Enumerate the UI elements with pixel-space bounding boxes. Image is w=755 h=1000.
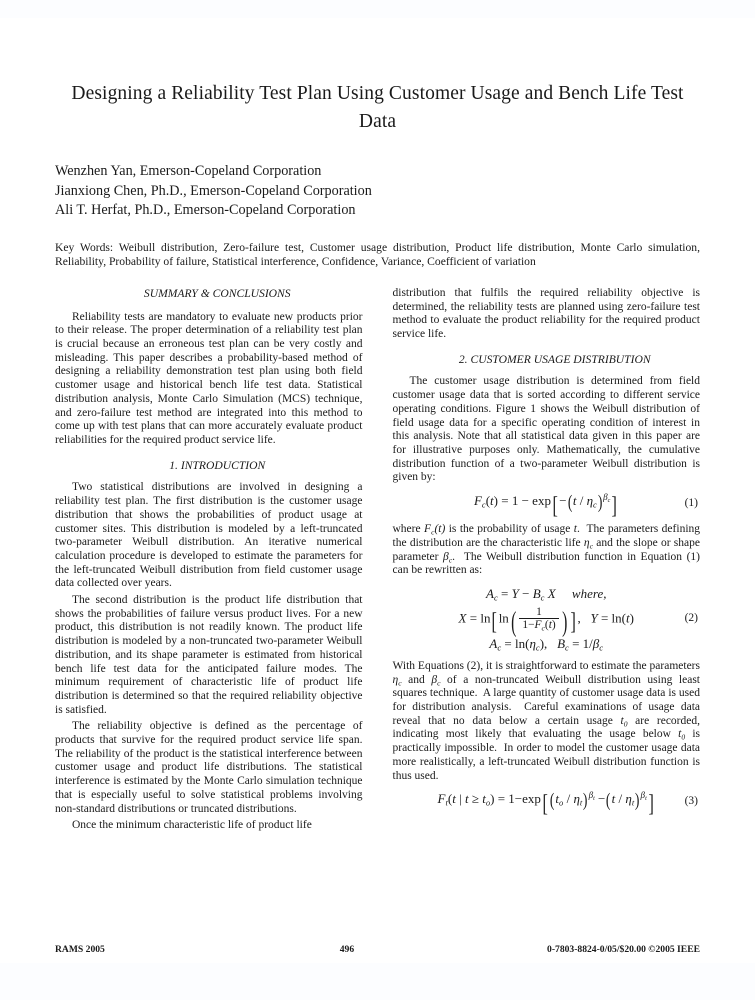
summary-paragraph: Reliability tests are mandatory to evaluate new products prior to their release. The proper determination of a reliability test plan is crucial because an erroneous test plan can be very costly and misleading. This paper describes a probability-based method of designing a reliability demonstration test plan using both field customer usage and historical bench life test data. Statistical distribution analysis, Monte Carlo Simulation (MCS) technique, and zero-failure test method are integrated into this method to come up with test plans that can more accurately evaluate product reliabilities for the required product service life. [55, 310, 363, 446]
equation-2 [393, 587, 701, 651]
equation-3 [393, 789, 701, 817]
equation-1-body: $F_c(t) = 1 - \exp[-(t / \eta_c)^{\beta_c}]$ [473, 491, 618, 519]
footer-copyright: 0-7803-8824-0/05/$20.00 ©2005 IEEE [547, 944, 700, 955]
intro-paragraph-1: Two statistical distributions are involved in designing a reliability test plan. The first distribution is the customer usage distribution that shows the probabilities of product usage at customer sites. This distribution is modeled by a left-truncated two-parameter Weibull distribution. An iterative numerical calculation procedure is developed to estimate the parameters for the left-truncated Weibull distribution from field customer usage data collected over years. [55, 481, 363, 590]
author-list [55, 162, 700, 221]
equation-2-line-3: $A_c = \ln(\eta_c)$, $B_c = 1/\beta_c$ [489, 636, 604, 653]
left-column [55, 287, 363, 833]
equation-2-line-1: $A_c = Y - B_c$ X where, [486, 585, 607, 603]
equation-1-number: (1) [684, 497, 698, 510]
footer-page-number: 496 [339, 944, 355, 955]
equation-2-where: where, [571, 585, 607, 601]
after-equation-2-paragraph: With Equations (2), it is straightforward to estimate the parameters $\eta_c$ and $\beta_c$ of a non-truncated Weibull distribution using least squares technique. A large quantity of customer usage data is used for distribution analysis. Careful examinations of usage data reveal that no data below a certain usage $t_0$ are recorded, indicating most likely that evaluating the usage below $t_0$ is practically impossible. In order to model the customer usage data more realistically, a left-truncated Weibull distribution function is thus used. [392, 659, 700, 782]
equation-2-line-2: X = ln[ln( $\frac{1}{1-F_c(t)}$ ) ], Y = ln(t) [458, 605, 634, 639]
summary-heading: SUMMARY & CONCLUSIONS [143, 286, 291, 300]
introduction-heading: 1. INTRODUCTION [169, 458, 266, 472]
equation-1 [393, 491, 701, 519]
customer-usage-heading: 2. CUSTOMER USAGE DISTRIBUTION [458, 352, 651, 366]
page-footer [55, 944, 700, 955]
equation-3-body: $F_t(t$ | $t \ge t_o) = 1-\exp$[ $(t_o / \eta_t)^{\beta_t} -(t / \eta_t)^{\beta_t}$] [437, 789, 654, 817]
footer-conference: RAMS 2005 [55, 944, 105, 955]
intro-paragraph-4: Once the minimum characteristic life of product life [72, 819, 312, 832]
equation-3-number: (3) [684, 795, 698, 808]
author-line: Jianxiong Chen, Ph.D., Emerson-Copeland Corporation [55, 182, 372, 199]
usage-paragraph: The customer usage distribution is determined from field customer usage data that is sorted according to different service operating conditions. Figure 1 shows the Weibull distribution of field usage data for a specific operating condition of interest in this analysis. Note that all statistical data given in this paper are for illustrative purposes only. Mathematically, the cumulative distribution function of a two-parameter Weibull distribution is given by: [392, 375, 700, 484]
page-content [55, 80, 700, 833]
intro-paragraph-3: The reliability objective is defined as the percentage of products that survive for the required product service life span. The reliability of the product is the statistical interference between customer usage and product life distributions. The statistical interference is estimated by the Monte Carlo simulation technique that is especially useful to solve statistical problems involving non-standard distributions or truncated distributions. [55, 720, 363, 815]
continuation-paragraph: distribution that fulfils the required reliability objective is determined, the reliability tests are planned using zero-failure test method to evaluate the product reliability for the required product service life. [392, 286, 700, 341]
equation-2-number: (2) [684, 612, 698, 625]
right-column [393, 287, 701, 833]
author-line: Wenzhen Yan, Emerson-Copeland Corporation [55, 163, 322, 179]
author-line: Ali T. Herfat, Ph.D., Emerson-Copeland Corporation [55, 202, 356, 219]
keywords-block: Key Words: Weibull distribution, Zero-failure test, Customer usage distribution, Product life distribution, Monte Carlo simulation, Reliability, Probability of failure, Statistical interference, Confidence, Variance, Coefficient of variation [55, 240, 700, 269]
body-columns [55, 287, 700, 833]
after-equation-1-paragraph: where $F_c(t)$ is the probability of usage t. The parameters defining the distribution are the characteristic life $\eta_c$ and the slope or shape parameter $\beta_c$. The Weibull distribution function in Equation (1) can be rewritten as: [392, 523, 701, 577]
intro-paragraph-2: The second distribution is the product life distribution that shows the probabilities of failure versus product lives. For a new product, this distribution is not readily known. The product life distribution is modeled by a non-truncated two-parameter Weibull distribution, and its shape parameter is estimated from historical bench life test data for the anticipated failure modes. The minimum requirement of characteristic life of product life distribution is determined so that the required reliability objective is satisfied. [55, 594, 363, 716]
page-title: Designing a Reliability Test Plan Using Customer Usage and Bench Life Test Data [71, 83, 684, 132]
